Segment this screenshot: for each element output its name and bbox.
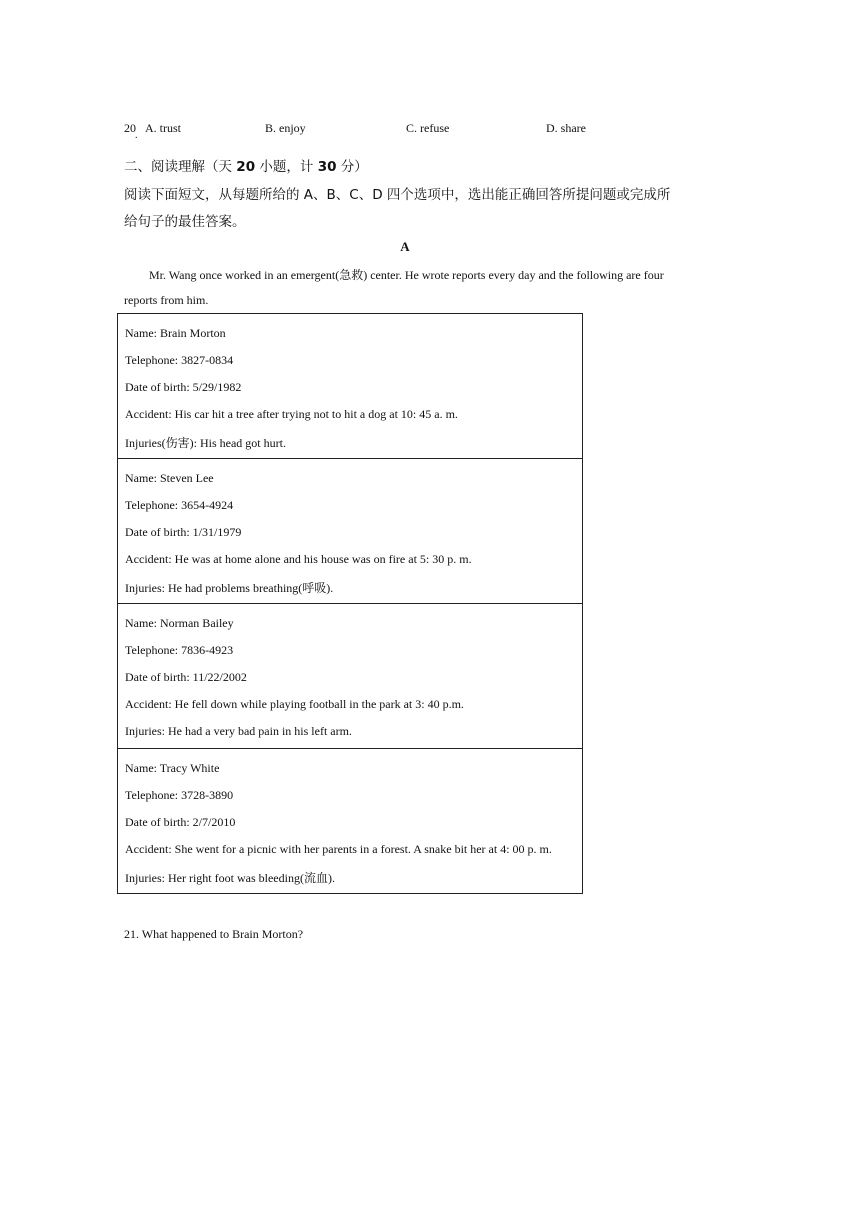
report-card [118,314,582,459]
report-telephone: Telephone: 3728-3890 [125,788,234,802]
report-injuries: Injuries: He had a very bad pain in his left arm. [125,724,352,738]
report-telephone: Telephone: 3827-0834 [125,353,234,367]
report-date-of-birth: Date of birth: 5/29/1982 [125,380,242,394]
question-number: 20 [124,121,136,135]
report-name: Name: Steven Lee [125,471,214,485]
report-card [118,749,582,893]
report-telephone: Telephone: 3654-4924 [125,498,234,512]
report-accident: Accident: She went for a picnic with her parents in a forest. A snake bit her at 4: 00 p. m. [125,842,552,856]
report-name: Name: Brain Morton [125,326,226,340]
section-title-mid: 小题，计 [255,159,318,175]
report-telephone: Telephone: 7836-4923 [125,643,234,657]
section-title [124,155,368,175]
passage-intro-line1: Mr. Wang once worked in an emergent(急救) center. He wrote reports every day and the following are four [149,268,664,282]
report-accident: Accident: He was at home alone and his house was on fire at 5: 30 p. m. [125,552,472,566]
report-injuries: Injuries: He had problems breathing(呼吸). [125,581,334,595]
reports-table [117,313,583,894]
section-title-pre: 二、阅读理解（天 [124,159,237,175]
report-accident: Accident: He fell down while playing football in the park at 3: 40 p.m. [125,697,464,711]
passage-label: A [400,239,410,254]
section-title-count: 20 [236,159,256,175]
option-d: D. share [546,121,586,135]
report-card [118,459,582,604]
report-date-of-birth: Date of birth: 2/7/2010 [125,815,236,829]
report-name: Name: Tracy White [125,761,220,775]
section-title-score: 30 [317,159,337,175]
section-title-post: 分） [336,159,368,175]
report-accident: Accident: His car hit a tree after trying not to hit a dog at 10: 45 a. m. [125,407,458,421]
question-21: 21. What happened to Brain Morton? [124,927,304,941]
report-injuries: Injuries: Her right foot was bleeding(流血). [125,871,335,885]
report-date-of-birth: Date of birth: 11/22/2002 [125,670,247,684]
report-name: Name: Norman Bailey [125,616,234,630]
question-number-dot: . [135,130,138,141]
report-injuries: Injuries(伤害): His head got hurt. [125,436,286,450]
option-c: C. refuse [406,121,450,135]
report-date-of-birth: Date of birth: 1/31/1979 [125,525,242,539]
option-a: A. trust [145,121,181,135]
report-card [118,604,582,749]
option-b: B. enjoy [265,121,306,135]
passage-intro-line2: reports from him. [124,293,209,307]
section-instruction-line2: 给句子的最佳答案。 [124,214,246,230]
section-instruction-line1: 阅读下面短文，从每题所给的 A、B、C、D 四个选项中，选出能正确回答所提问题或完成所 [124,187,671,203]
